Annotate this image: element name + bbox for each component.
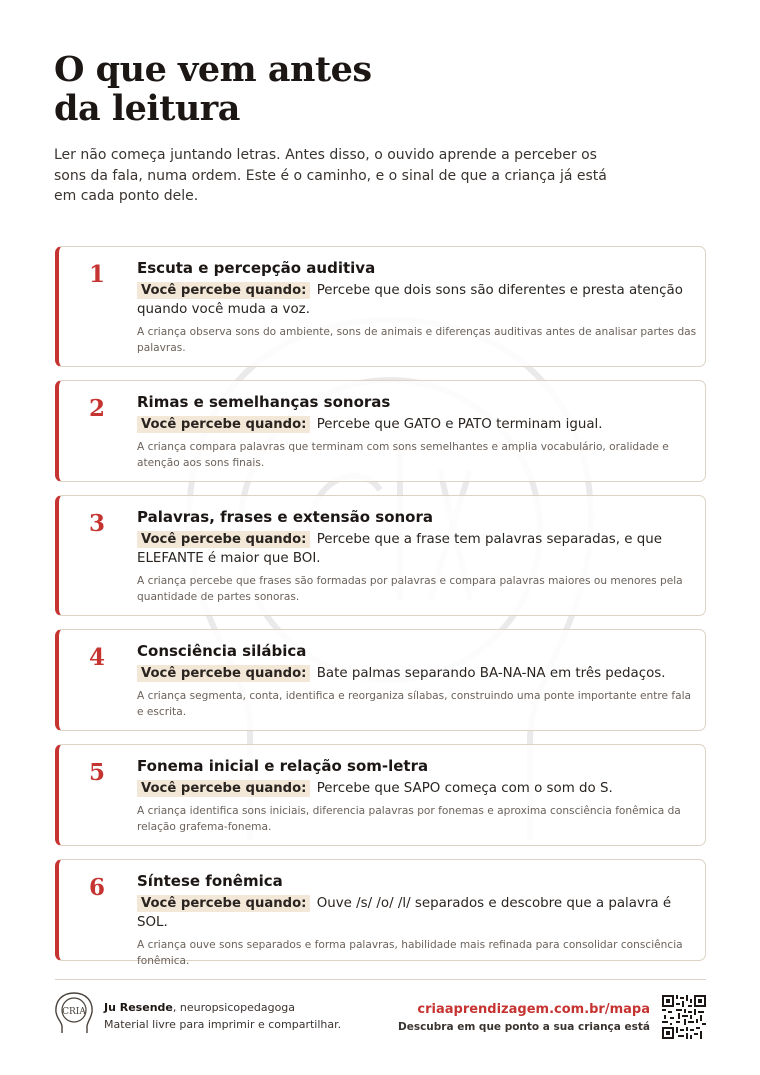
signal-text: Percebe que a frase tem palavras separadas, e que ELEFANTE é maior que BOI. [137,532,663,566]
step-note: A criança segmenta, conta, identifica e reorganiza sílabas, construindo uma ponte importante entre fala e escrita. [137,690,692,718]
step-number: 6 [89,874,106,901]
signal-text: Percebe que dois sons são diferentes e presta atenção quando você muda a voz. [137,283,683,317]
signal-tag: Você percebe quando: [137,780,310,797]
step-card-2 [55,380,706,482]
step-card-5 [55,744,706,846]
footer-url-link[interactable]: criaaprendizagem.com.br/mapa [417,1002,650,1017]
step-signal [137,415,697,434]
step-note: A criança observa sons do ambiente, sons de animais e diferenças auditivas antes de analisar partes das palavras. [137,326,697,354]
step-title: Síntese fonêmica [137,872,283,890]
footer-cta: Descubra em que ponto a sua criança está [397,1021,650,1033]
logo-text: CRIA [62,1007,86,1017]
title-line-1: O que vem antes [54,49,372,90]
step-number: 5 [89,759,106,786]
signal-text: Bate palmas separando BA-NA-NA em três pedaços. [316,666,666,681]
step-note: A criança percebe que frases são formadas por palavras e compara palavras maiores ou menores pela quantidade de partes sonoras. [137,575,683,603]
step-title: Fonema inicial e relação som-letra [137,757,429,775]
signal-text: Percebe que GATO e PATO terminam igual. [316,417,603,432]
step-card-1 [55,246,706,367]
step-title: Escuta e percepção auditiva [137,259,376,277]
footer-divider [55,979,706,980]
footer-subtitle: Material livre para imprimir e compartilhar. [104,1018,342,1031]
step-card-6 [55,859,706,967]
step-title: Palavras, frases e extensão sonora [137,508,434,526]
cria-logo-icon [52,990,96,1034]
step-number: 1 [89,261,106,288]
signal-text: Ouve /s/ /o/ /l/ separados e descobre que a palavra é SOL. [137,896,672,930]
step-card-4 [55,629,706,731]
signal-tag: Você percebe quando: [137,895,310,912]
step-number: 3 [89,510,106,537]
title-line-2: da leitura [54,88,240,129]
step-card-3 [55,495,706,616]
signal-text: Percebe que SAPO começa com o som do S. [316,781,613,796]
qr-code-icon[interactable] [662,995,706,1039]
step-title: Rimas e semelhanças sonoras [137,393,391,411]
step-title: Consciência silábica [137,642,307,660]
step-note: A criança identifica sons iniciais, diferencia palavras por fonemas e aproxima consciência fonêmica da relação grafema-fonema. [137,805,681,833]
step-signal [137,281,697,319]
signal-tag: Você percebe quando: [137,282,310,299]
step-note: A criança ouve sons separados e forma palavras, habilidade mais refinada para consolidar consciência fonêmica. [137,939,683,967]
intro-paragraph: Ler não começa juntando letras. Antes disso, o ouvido aprende a perceber os sons da fala, numa ordem. Este é o caminho, e o sinal de que a criança já está em cada ponto dele. [54,147,607,204]
step-signal [137,530,697,568]
footer-author [104,1000,295,1016]
step-number: 2 [89,395,106,422]
signal-tag: Você percebe quando: [137,531,310,548]
step-note: A criança compara palavras que terminam com sons semelhantes e amplia vocabulário, oralidade e atenção aos sons finais. [137,441,669,469]
signal-tag: Você percebe quando: [137,416,310,433]
page-title [54,50,654,128]
author-role: , neuropsicopedagoga [172,1001,296,1014]
step-signal [137,894,697,932]
signal-tag: Você percebe quando: [137,665,310,682]
step-number: 4 [89,644,106,671]
step-signal [137,664,697,683]
author-name: Ju Resende [104,1001,173,1014]
step-signal [137,779,697,798]
